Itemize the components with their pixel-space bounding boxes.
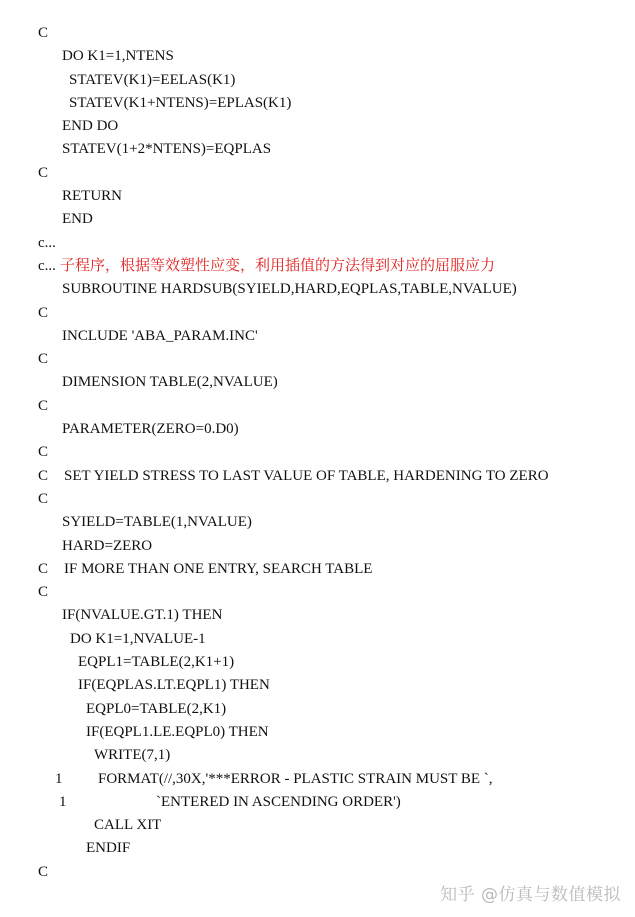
code-line: [0, 395, 635, 418]
code-line: [0, 162, 635, 185]
code-text: SET YIELD STRESS TO LAST VALUE OF TABLE, HARDENING TO ZERO: [64, 467, 549, 484]
code-text: STATEV(K1+NTENS)=EPLAS(K1): [69, 94, 292, 111]
code-line: [0, 721, 635, 744]
code-line: [0, 255, 635, 278]
code-line: [0, 278, 635, 301]
code-line: [0, 441, 635, 464]
code-line: [0, 791, 635, 814]
code-line: [0, 604, 635, 627]
code-text: EQPL1=TABLE(2,K1+1): [78, 654, 235, 671]
code-line: [0, 465, 635, 488]
code-text: DO K1=1,NTENS: [62, 48, 174, 65]
code-line: [0, 22, 635, 45]
watermark: 知乎 @仿真与数值模拟: [440, 885, 621, 905]
code-text: CALL XIT: [94, 817, 162, 834]
code-text: C: [38, 25, 49, 41]
code-text: IF(NVALUE.GT.1) THEN: [62, 607, 223, 624]
code-line: [0, 232, 635, 255]
code-text: C: [38, 164, 49, 181]
code-line: [0, 325, 635, 348]
code-text: c...: [38, 234, 56, 251]
code-text: DO K1=1,NVALUE-1: [70, 630, 206, 647]
code-line: [0, 69, 635, 92]
code-text: `ENTERED IN ASCENDING ORDER'): [156, 793, 401, 810]
code-line: [0, 371, 635, 394]
code-text: SYIELD=TABLE(1,NVALUE): [62, 514, 252, 531]
code-text: C: [38, 490, 49, 507]
code-line: [0, 837, 635, 860]
code-text: EQPL0=TABLE(2,K1): [86, 700, 227, 717]
code-text: END: [62, 211, 93, 228]
code-line: [0, 814, 635, 837]
code-text: IF(EQPLAS.LT.EQPL1) THEN: [78, 677, 270, 694]
code-line: [0, 581, 635, 604]
chinese-annotation: 子程序，根据等效塑性应变，利用插值的方法得到对应的屈服应力: [60, 257, 496, 274]
code-line: [0, 348, 635, 371]
code-line: [0, 92, 635, 115]
code-listing: [0, 22, 635, 884]
code-line: [0, 418, 635, 441]
code-line: [0, 651, 635, 674]
code-text: 1: [55, 770, 63, 787]
code-text: PARAMETER(ZERO=0.D0): [62, 421, 239, 438]
code-text: C: [38, 467, 49, 484]
code-line: [0, 45, 635, 68]
code-text: END DO: [62, 118, 119, 135]
code-text: C: [38, 584, 49, 601]
code-line: [0, 185, 635, 208]
code-text: WRITE(7,1): [94, 747, 171, 764]
code-line: [0, 511, 635, 534]
code-text: 1: [59, 793, 67, 810]
code-text: C: [38, 304, 49, 321]
code-line: [0, 628, 635, 651]
code-text: RETURN: [62, 188, 122, 205]
code-text: C: [38, 397, 49, 414]
code-text: INCLUDE 'ABA_PARAM.INC': [62, 327, 258, 344]
code-line: [0, 208, 635, 231]
code-line: [0, 674, 635, 697]
code-text: IF MORE THAN ONE ENTRY, SEARCH TABLE: [64, 560, 373, 577]
code-text: c...: [38, 257, 56, 274]
code-line: [0, 115, 635, 138]
code-line: [0, 744, 635, 767]
code-text: STATEV(1+2*NTENS)=EQPLAS: [62, 141, 272, 158]
code-text: FORMAT(//,30X,'***ERROR - PLASTIC STRAIN MUST BE `,: [98, 770, 493, 787]
code-text: C: [38, 444, 49, 461]
code-text: ENDIF: [86, 840, 131, 857]
code-line: [0, 558, 635, 581]
code-line: [0, 535, 635, 558]
code-text: DIMENSION TABLE(2,NVALUE): [62, 374, 278, 391]
code-text: C: [38, 560, 49, 577]
code-text: C: [38, 863, 49, 880]
code-text: HARD=ZERO: [62, 537, 153, 554]
code-line: [0, 138, 635, 161]
code-text: STATEV(K1)=EELAS(K1): [69, 71, 236, 88]
code-line: [0, 302, 635, 325]
code-line: [0, 768, 635, 791]
code-line: [0, 698, 635, 721]
code-text: SUBROUTINE HARDSUB(SYIELD,HARD,EQPLAS,TABLE,NVALUE): [62, 281, 517, 298]
code-text: IF(EQPL1.LE.EQPL0) THEN: [86, 723, 269, 740]
code-line: [0, 488, 635, 511]
code-text: C: [38, 351, 49, 368]
